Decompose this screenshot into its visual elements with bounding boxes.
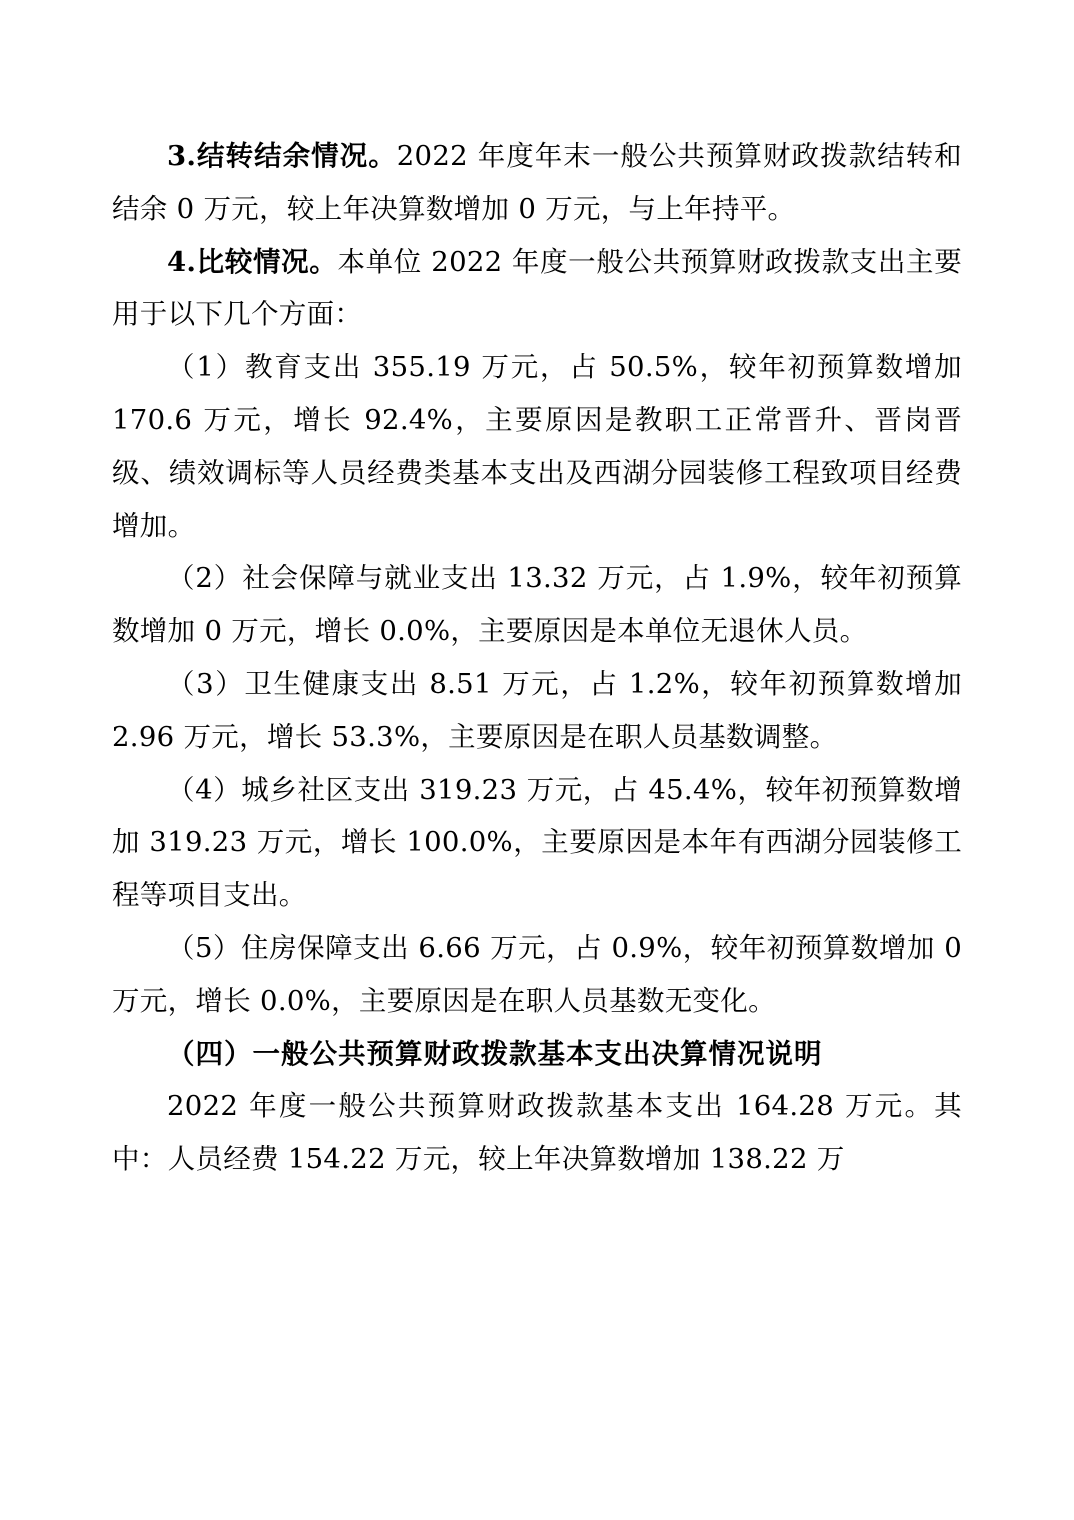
paragraph-lead-label: 4.比较情况。 [167,245,338,278]
paragraph-item-2 [112,552,962,658]
paragraph-text: （5）住房保障支出 6.66 万元，占 0.9%，较年初预算数增加 0 万元，增长 0.0%，主要原因是在职人员基数无变化。 [112,931,962,1017]
paragraph-text: （3）卫生健康支出 8.51 万元，占 1.2%，较年初预算数增加 2.96 万元，增长 53.3%，主要原因是在职人员基数调整。 [112,667,962,753]
paragraph-lead-label: 3.结转结余情况。 [167,140,397,172]
document-body [112,130,962,1186]
paragraph-text: （1）教育支出 355.19 万元，占 50.5%，较年初预算数增加 170.6 万元，增长 92.4%，主要原因是教职工正常晋升、晋岗晋级、绩效调标等人员经费类基本支出及西湖分园装修工程致项目经费增加。 [112,351,962,542]
paragraph-item-1 [112,341,962,552]
paragraph-text: 2022 年度年末一般公共预算财政拨款结转和结余 0 万元，较上年决算数增加 0 万元，与上年持平。 [112,140,962,225]
paragraph-closing: 2022 年度一般公共预算财政拨款基本支出 164.28 万元。其中：人员经费 154.22 万元，较上年决算数增加 138.22 万 [112,1090,962,1176]
section-heading: （四）一般公共预算财政拨款基本支出决算情况说明 [167,1037,823,1070]
paragraph-item-4 [112,764,962,922]
paragraph-jiezhuan-jieyu [112,130,962,236]
paragraph-bijiao-qingkuang [112,236,962,342]
paragraph-text: （4）城乡社区支出 319.23 万元，占 45.4%，较年初预算数增加 319.23 万元，增长 100.0%，主要原因是本年有西湖分园装修工程等项目支出。 [112,773,962,912]
paragraph-text: 本单位 2022 年度一般公共预算财政拨款支出主要用于以下几个方面： [112,245,962,331]
paragraph-item-5 [112,922,962,1028]
paragraph-text: （2）社会保障与就业支出 13.32 万元，占 1.9%，较年初预算数增加 0 万元，增长 0.0%，主要原因是本单位无退休人员。 [112,562,962,648]
paragraph-item-3 [112,658,962,764]
